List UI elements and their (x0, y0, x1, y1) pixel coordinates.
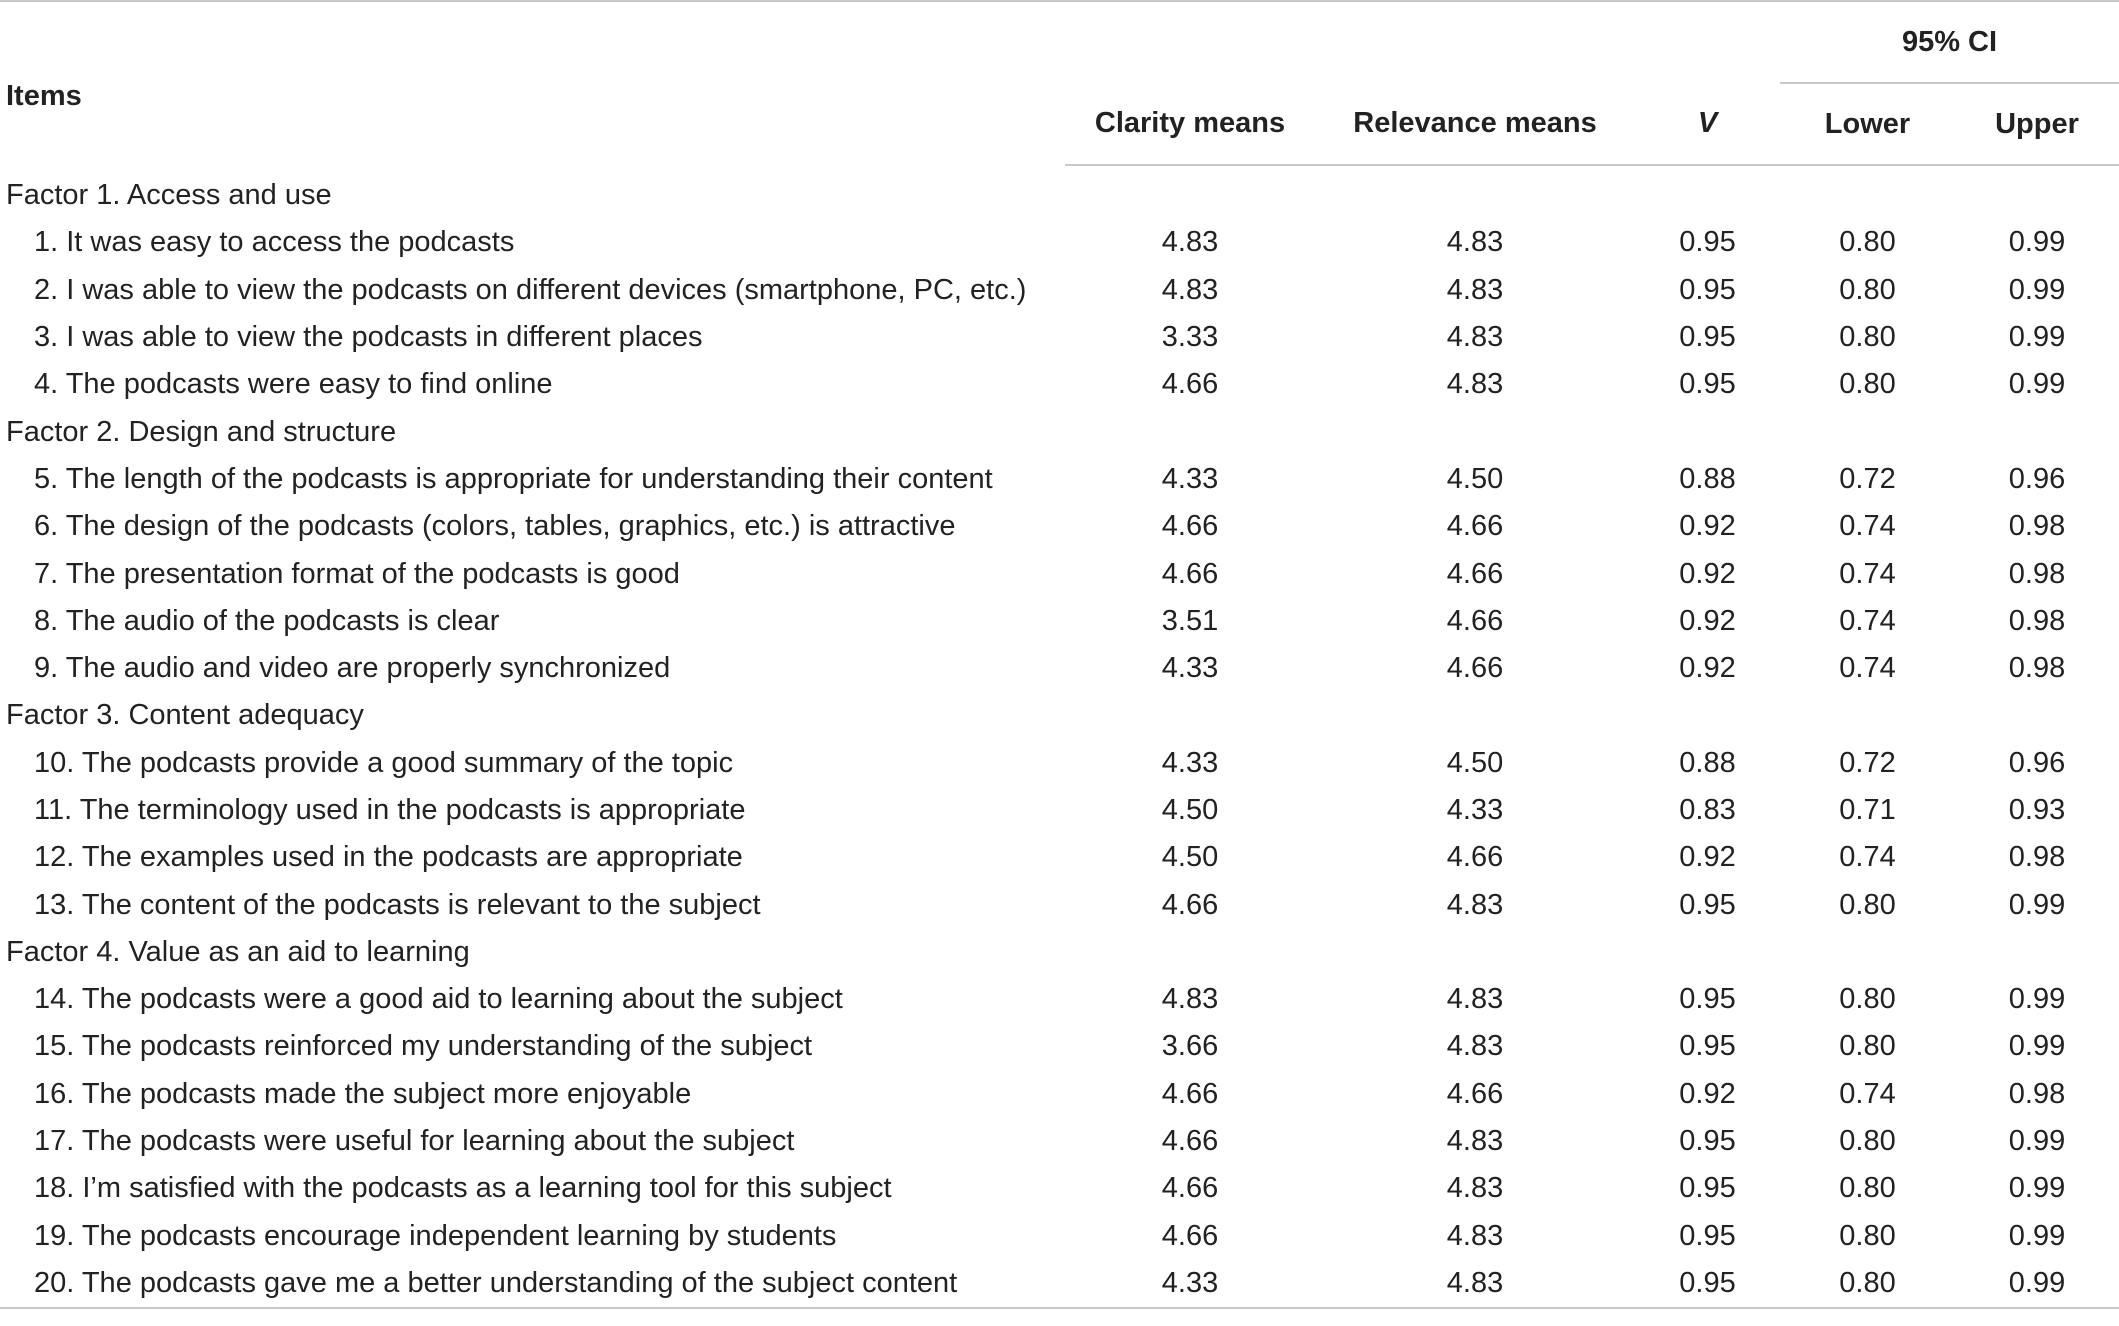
v-cell: 0.95 (1679, 1125, 1736, 1158)
clarity-cell: 4.66 (1161, 888, 1219, 921)
ci-group-header: 95% CI (1780, 1, 2119, 83)
upper-cell: 0.99 (2008, 983, 2066, 1016)
upper-cell: 0.99 (2008, 1125, 2066, 1158)
clarity-cell: 4.83 (1161, 273, 1219, 306)
v-cell: 0.95 (1679, 321, 1736, 354)
upper-cell: 0.96 (2008, 462, 2066, 495)
lower-cell: 0.80 (1839, 368, 1896, 401)
factor-title: Factor 2. Design and structure (6, 415, 397, 448)
clarity-cell: 4.83 (1161, 983, 1219, 1016)
relevance-cell: 4.83 (1446, 226, 1504, 259)
header-spacer (1065, 1, 1315, 83)
item-label: 4. The podcasts were easy to find online (34, 368, 553, 401)
lower-cell: 0.72 (1839, 462, 1896, 495)
relevance-cell: 4.66 (1446, 557, 1504, 590)
table-row (0, 361, 2119, 408)
item-label: 11. The terminology used in the podcasts is appropriate (34, 794, 746, 826)
table-row (0, 503, 2119, 550)
item-label: 20. The podcasts gave me a better understanding of the subject content (0, 1260, 1065, 1308)
upper-cell: 0.98 (2008, 557, 2066, 590)
item-label: 5. The length of the podcasts is appropriate for understanding their content (34, 462, 993, 495)
relevance-cell: 4.83 (1446, 321, 1504, 354)
upper-cell: 0.96 (2008, 746, 2066, 779)
table-row (0, 1118, 2119, 1165)
relevance-cell: 4.83 (1446, 368, 1504, 401)
lower-cell: 0.74 (1839, 510, 1896, 543)
lower-cell: 0.80 (1839, 888, 1896, 921)
item-label: 10. The podcasts provide a good summary of the topic (34, 746, 734, 779)
v-cell: 0.95 (1679, 368, 1736, 401)
v-cell: 0.92 (1679, 652, 1736, 685)
v-cell: 0.95 (1679, 1030, 1736, 1063)
clarity-cell: 4.50 (1161, 841, 1219, 874)
clarity-cell: 4.66 (1161, 510, 1219, 543)
clarity-cell: 4.66 (1161, 1219, 1219, 1252)
relevance-cell: 4.66 (1446, 1077, 1504, 1110)
clarity-column-header: Clarity means (1065, 83, 1315, 165)
lower-cell: 0.80 (1839, 1172, 1896, 1205)
relevance-cell: 4.83 (1446, 888, 1504, 921)
header-row-top (0, 1, 2119, 83)
clarity-cell: 4.66 (1161, 368, 1219, 401)
relevance-cell: 4.66 (1446, 510, 1504, 543)
table-row (0, 267, 2119, 314)
relevance-cell: 4.83 (1446, 1172, 1504, 1205)
factor-row (0, 165, 2119, 219)
lower-cell: 0.80 (1839, 1219, 1896, 1252)
upper-cell: 0.99 (2008, 1219, 2066, 1252)
table-row (0, 1071, 2119, 1118)
upper-cell: 0.98 (2008, 604, 2066, 637)
lower-cell: 0.80 (1839, 1030, 1896, 1063)
clarity-cell: 3.51 (1161, 604, 1219, 637)
factor-title: Factor 1. Access and use (6, 179, 332, 212)
v-cell: 0.83 (1679, 794, 1736, 826)
factor-row (0, 929, 2119, 976)
upper-cell: 0.99 (2008, 1030, 2066, 1063)
item-label: 9. The audio and video are properly synchronized (34, 652, 671, 685)
upper-cell: 0.98 (2008, 1077, 2066, 1110)
v-cell: 0.92 (1679, 841, 1736, 874)
item-label: 3. I was able to view the podcasts in different places (34, 321, 703, 354)
item-label: 18. I’m satisfied with the podcasts as a learning tool for this subject (34, 1172, 892, 1205)
upper-cell: 0.99 (2008, 321, 2066, 354)
item-label: 13. The content of the podcasts is relevant to the subject (34, 888, 761, 921)
relevance-cell: 4.66 (1446, 604, 1504, 637)
table-body (0, 165, 2119, 1308)
table-row (0, 550, 2119, 597)
v-cell: 0.88 (1679, 462, 1736, 495)
item-label: 12. The examples used in the podcasts are appropriate (34, 841, 743, 874)
lower-cell: 0.80 (1839, 226, 1896, 259)
clarity-cell: 4.66 (1161, 1172, 1219, 1205)
v-cell: 0.95 (1679, 273, 1736, 306)
item-label: 16. The podcasts made the subject more enjoyable (34, 1077, 692, 1110)
v-cell: 0.92 (1679, 1077, 1736, 1110)
clarity-cell: 4.66 (1161, 1077, 1219, 1110)
clarity-cell: 4.33 (1161, 462, 1219, 495)
upper-cell: 0.99 (2008, 368, 2066, 401)
header-spacer (1635, 1, 1780, 83)
relevance-cell: 4.83 (1446, 273, 1504, 306)
table-row (0, 1260, 2119, 1308)
relevance-cell: 4.66 (1446, 841, 1504, 874)
relevance-cell: 4.50 (1446, 746, 1504, 779)
lower-cell: 0.80 (1839, 983, 1896, 1016)
v-column-header: V (1635, 83, 1780, 165)
relevance-cell: 4.83 (1446, 1219, 1504, 1252)
v-cell: 0.88 (1679, 746, 1736, 779)
clarity-cell: 3.33 (1161, 321, 1219, 354)
relevance-cell: 4.83 (1315, 1260, 1635, 1308)
table-row (0, 314, 2119, 361)
item-label: 14. The podcasts were a good aid to learning about the subject (34, 983, 843, 1016)
item-label: 6. The design of the podcasts (colors, tables, graphics, etc.) is attractive (34, 510, 956, 543)
v-cell: 0.95 (1679, 226, 1736, 259)
upper-cell: 0.99 (2008, 888, 2066, 921)
table-row (0, 219, 2119, 266)
v-cell: 0.95 (1679, 888, 1736, 921)
clarity-cell: 4.33 (1161, 746, 1219, 779)
factor-title: Factor 3. Content adequacy (6, 699, 364, 732)
upper-cell: 0.99 (1955, 1260, 2119, 1308)
relevance-cell: 4.83 (1446, 983, 1504, 1016)
lower-cell: 0.80 (1839, 273, 1896, 306)
upper-cell: 0.98 (2008, 510, 2066, 543)
table-row (0, 834, 2119, 881)
lower-cell: 0.80 (1839, 321, 1896, 354)
item-label: 15. The podcasts reinforced my understanding of the subject (34, 1030, 813, 1063)
item-label: 19. The podcasts encourage independent learning by students (34, 1219, 837, 1252)
upper-cell: 0.99 (2008, 226, 2066, 259)
clarity-cell: 4.66 (1161, 557, 1219, 590)
factor-row (0, 692, 2119, 739)
item-label: 17. The podcasts were useful for learning about the subject (34, 1125, 795, 1158)
clarity-cell: 4.33 (1161, 652, 1219, 685)
header-spacer (1315, 1, 1635, 83)
v-cell: 0.92 (1679, 604, 1736, 637)
lower-cell: 0.74 (1839, 841, 1896, 874)
clarity-cell: 4.83 (1161, 226, 1219, 259)
v-cell: 0.95 (1679, 1219, 1736, 1252)
upper-cell: 0.99 (2008, 1172, 2066, 1205)
lower-cell: 0.80 (1780, 1260, 1955, 1308)
relevance-cell: 4.33 (1446, 794, 1504, 826)
table-row (0, 976, 2119, 1023)
table-row (0, 1023, 2119, 1070)
item-label: 7. The presentation format of the podcasts is good (34, 557, 680, 590)
lower-cell: 0.74 (1839, 652, 1896, 685)
lower-column-header: Lower (1780, 83, 1955, 165)
lower-cell: 0.74 (1839, 604, 1896, 637)
upper-column-header: Upper (1955, 83, 2119, 165)
clarity-cell: 4.50 (1161, 794, 1219, 826)
v-cell: 0.95 (1679, 983, 1736, 1016)
relevance-cell: 4.83 (1446, 1030, 1504, 1063)
table-row (0, 787, 2119, 834)
upper-cell: 0.93 (2008, 794, 2066, 826)
relevance-column-header: Relevance means (1315, 83, 1635, 165)
lower-cell: 0.74 (1839, 557, 1896, 590)
table-row (0, 598, 2119, 645)
table-row (0, 1213, 2119, 1260)
relevance-cell: 4.66 (1446, 652, 1504, 685)
v-cell: 0.95 (1679, 1172, 1736, 1205)
clarity-cell: 4.33 (1065, 1260, 1315, 1308)
item-label: 2. I was able to view the podcasts on different devices (smartphone, PC, etc.) (34, 273, 1027, 306)
relevance-cell: 4.83 (1446, 1125, 1504, 1158)
upper-cell: 0.98 (2008, 652, 2066, 685)
clarity-cell: 4.66 (1161, 1125, 1219, 1158)
factor-row (0, 408, 2119, 455)
v-cell: 0.92 (1679, 557, 1736, 590)
clarity-cell: 3.66 (1161, 1030, 1219, 1063)
item-label: 1. It was easy to access the podcasts (34, 226, 515, 259)
table-row (0, 740, 2119, 787)
table-header (0, 1, 2119, 165)
item-label: 8. The audio of the podcasts is clear (34, 604, 500, 637)
lower-cell: 0.80 (1839, 1125, 1896, 1158)
lower-cell: 0.72 (1839, 746, 1896, 779)
table-row (0, 881, 2119, 928)
table-row (0, 645, 2119, 692)
lower-cell: 0.71 (1839, 794, 1896, 826)
upper-cell: 0.99 (2008, 273, 2066, 306)
upper-cell: 0.98 (2008, 841, 2066, 874)
table-row (0, 1165, 2119, 1212)
relevance-cell: 4.50 (1446, 462, 1504, 495)
v-cell: 0.95 (1635, 1260, 1780, 1308)
v-cell: 0.92 (1679, 510, 1736, 543)
lower-cell: 0.74 (1839, 1077, 1896, 1110)
table-row (0, 456, 2119, 503)
items-column-header: Items (0, 1, 1065, 165)
factor-title: Factor 4. Value as an aid to learning (6, 935, 470, 968)
